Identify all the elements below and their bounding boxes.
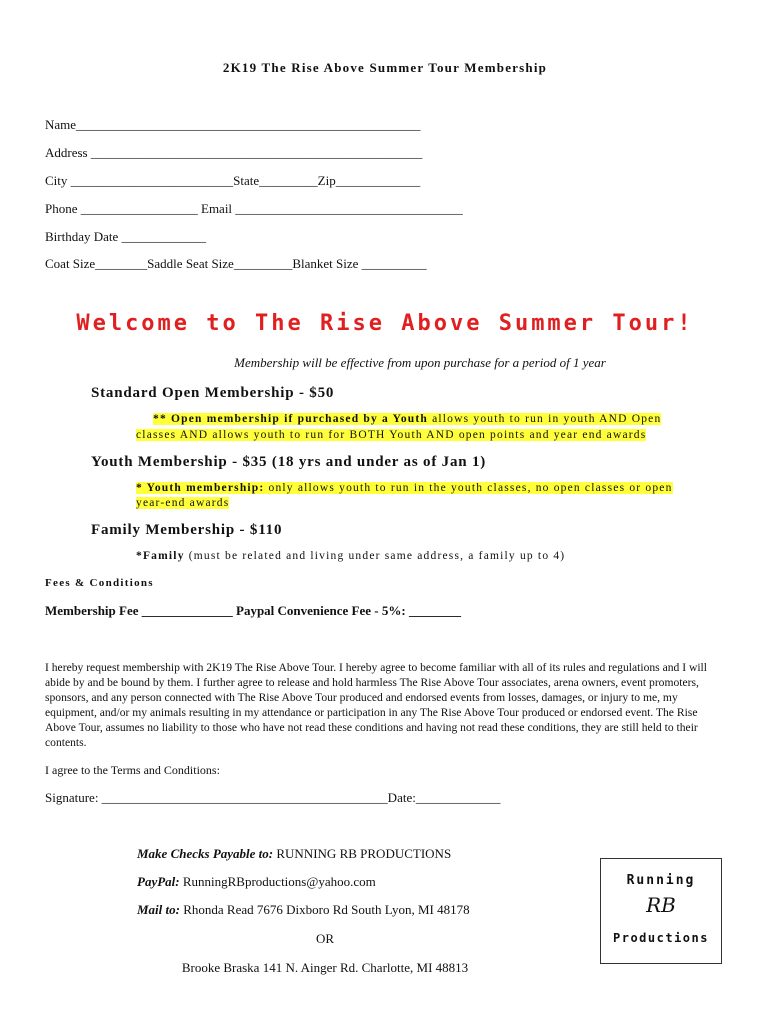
checks-label: Make Checks Payable to: <box>137 846 274 861</box>
standard-note-line1 <box>153 412 661 427</box>
city-state-zip-field: City _________________________State_________Zip_____________ <box>45 173 421 188</box>
youth-note-line2-text: year-end awards <box>136 497 230 509</box>
name-field: Name_____________________________________________________ <box>45 117 421 132</box>
family-note-rest: (must be related and living under same address, a family up to 4) <box>184 550 566 562</box>
family-note <box>136 549 565 564</box>
standard-note-rest: allows youth to run in youth AND Open <box>428 413 662 425</box>
welcome-banner: Welcome to The Rise Above Summer Tour! <box>76 311 694 336</box>
terms-paragraph: I hereby request membership with 2K19 The Rise Above Tour. I hereby agree to become familiar with all of its rules and regulations and I will abide by and be bound by them. I further agree to release and hold harmless The Rise Above Tour associates, arena owners, event promoters, sponsors, and any person connected with The Rise Above Tour produced and endorsed events from losses, damages, or injury to me, my equipment, and/or my animals resulting in my attendance or participation in any The Rise Above Tour produced or endorsed event. The Rise Above Tour, assumes no liability to those who have not read these conditions and having not read these conditions, they are still held to their contents. <box>45 661 708 749</box>
paypal-line <box>137 874 376 890</box>
standard-note-line2 <box>136 428 646 443</box>
youth-note-bold: * Youth membership: <box>136 482 265 494</box>
phone-email-field: Phone __________________ Email ___________________________________ <box>45 201 463 216</box>
effective-note: Membership will be effective from upon purchase for a period of 1 year <box>234 355 606 370</box>
mail-line <box>137 902 470 918</box>
agree-line: I agree to the Terms and Conditions: <box>45 763 220 777</box>
mail-value: Rhonda Read 7676 Dixboro Rd South Lyon, MI 48178 <box>179 902 470 917</box>
logo-line-rb: RB <box>646 893 676 917</box>
document-title: 2K19 The Rise Above Summer Tour Membership <box>222 60 548 75</box>
logo-line-productions: Productions <box>613 931 709 945</box>
logo-line-running: Running <box>626 873 696 888</box>
address-field: Address ___________________________________________________ <box>45 145 423 160</box>
youth-membership-heading: Youth Membership - $35 (18 yrs and under as of Jan 1) <box>91 454 487 470</box>
mail-label: Mail to: <box>137 902 180 917</box>
fees-heading: Fees & Conditions <box>45 577 154 589</box>
running-rb-logo <box>600 858 722 964</box>
family-membership-heading: Family Membership - $110 <box>91 522 283 538</box>
alt-mail-address: Brooke Braska 141 N. Ainger Rd. Charlotte, MI 48813 <box>181 960 469 975</box>
standard-membership-heading: Standard Open Membership - $50 <box>91 385 335 401</box>
fee-line: Membership Fee ______________ Paypal Convenience Fee - 5%: ________ <box>45 603 461 618</box>
family-note-bold: *Family <box>136 550 185 562</box>
standard-note-line2-text: classes AND allows youth to run for BOTH Youth AND open points and year end awards <box>136 429 647 441</box>
signature-line: Signature: ____________________________________________Date:_____________ <box>45 790 501 805</box>
youth-note-line1 <box>136 481 673 496</box>
checks-payable-line <box>137 846 451 862</box>
youth-note-rest: only allows youth to run in the youth classes, no open classes or open <box>264 482 673 494</box>
checks-value: RUNNING RB PRODUCTIONS <box>273 846 452 861</box>
standard-note-bold: ** Open membership if purchased by a Youth <box>153 413 429 425</box>
sizes-field: Coat Size________Saddle Seat Size_________Blanket Size __________ <box>45 256 427 271</box>
youth-note-line2 <box>136 496 229 511</box>
or-separator: OR <box>315 931 335 946</box>
birthday-field: Birthday Date _____________ <box>45 229 207 244</box>
paypal-label: PayPal: <box>137 874 180 889</box>
paypal-value: RunningRBproductions@yahoo.com <box>179 874 376 889</box>
